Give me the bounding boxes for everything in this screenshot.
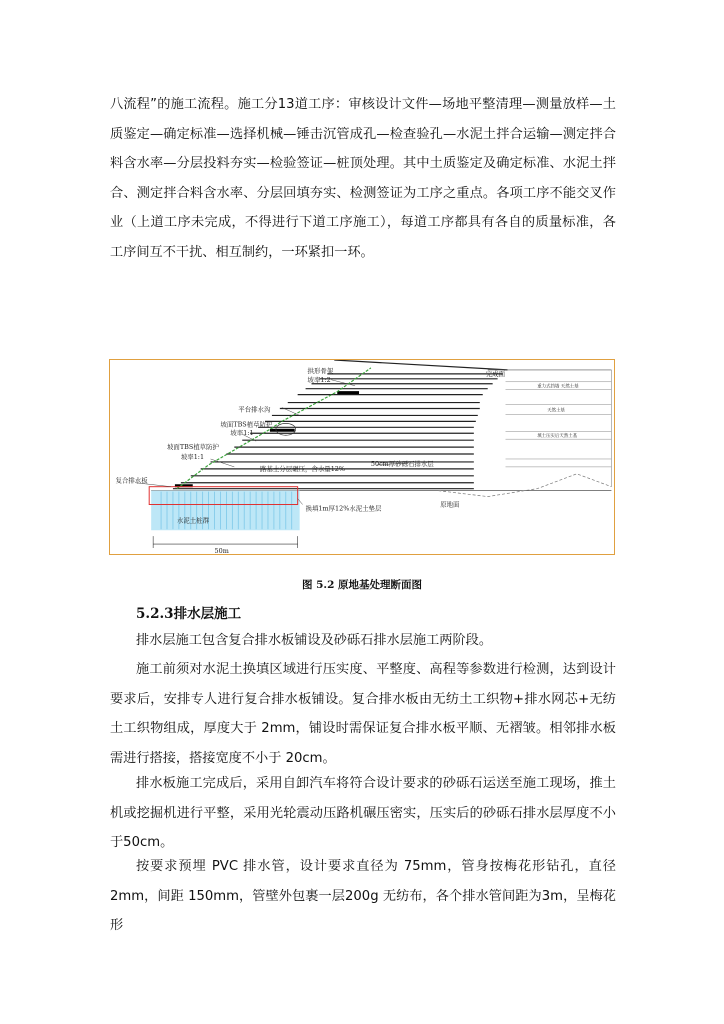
- label-finished-surface: 完成面: [485, 369, 505, 378]
- label-slope-top-ratio: 坡率1:2: [307, 375, 331, 384]
- label-slope-top: 拱形骨架: [307, 366, 334, 375]
- paragraph-pvc-pipe: 按要求预埋 PVC 排水管，设计要求直径为 75mm，管身按梅花形钻孔，直径2mm，间距 150mm，管壁外包裹一层200g 无纺布，各个排水管间距为3m，呈梅花形: [110, 859, 616, 934]
- cross-section-drawing: [110, 360, 614, 554]
- label-layer2: 天然土基: [547, 408, 565, 414]
- foundation-section-figure: [109, 359, 615, 555]
- section-number: 5.2.3: [136, 606, 174, 622]
- intro-paragraph: 八流程”的施工流程。施工分13道工序：审核设计文件—场地平整清理—测量放样—土质鉴定—确定标准—选择机械—锤击沉管成孔—检查验孔—水泥土拌合运输—测定拌合料含水率—分层投料夯实—检验签证—桩顶处理。其中土质鉴定及确定标准、水泥土拌合、测定拌合料含水率、分层回填夯实、检测签证为工序之重点。各项工序不能交叉作业（上道工序未完成，不得进行下道工序施工），每道工序都具有各自的质量标准，各工序间互不干扰、相互制约，一环紧扣一环。: [110, 97, 616, 260]
- label-pile-area: 水泥土桩群: [176, 516, 210, 525]
- label-replace-layer: 换填1m厚12%水泥土垫层: [305, 504, 382, 513]
- label-layer3: 填土压实后天然土基: [537, 434, 578, 440]
- section-title: 排水层施工: [173, 606, 242, 622]
- label-lower-tbs: 坡面TBS植草防护: [167, 443, 219, 452]
- original-ground-line: [438, 474, 611, 497]
- label-layer1: 重力式挡墙 天然土基: [537, 384, 579, 390]
- paragraph-drain-board: 施工前须对水泥土换填区域进行压实度、平整度、高程等参数进行检测，达到设计要求后，安排专人进行复合排水板铺设。复合排水板由无纺土工织物+排水网芯+无纺土工织物组成，厚度大于 2mm，铺设时需保证复合排水板平顺、无褶皱。相邻排水板需进行搭接，搭接宽度不小于 20cm。: [110, 662, 616, 766]
- label-original-ground: 原地面: [440, 500, 460, 509]
- paragraph-gravel-layer: 排水板施工完成后，采用自卸汽车将符合设计要求的砂砾石运送至施工现场，推土机或挖掘机进行平整，采用光轮震动压路机碾压密实，压实后的砂砾石排水层厚度不小于50cm。: [110, 776, 616, 851]
- figure-caption: 图 5.2 原地基处理断面图: [301, 579, 423, 591]
- label-gravel: 50cm厚砂砾石排水层: [370, 459, 434, 468]
- paragraph-drain-phases: 排水层施工包含复合排水板铺设及砂砾石排水层施工两阶段。: [136, 633, 493, 648]
- label-slope-tbs: 坡面TBS植草防护: [220, 420, 273, 429]
- label-lower-tbs-ratio: 坡率1:1: [180, 452, 205, 461]
- section-heading: [136, 602, 241, 622]
- pile-area: [151, 491, 299, 531]
- label-platform-drain: 平台排水沟: [238, 405, 271, 414]
- label-fill-layers: 路基土分层碾压，含水量12%: [260, 464, 345, 473]
- layer-annotation-lines: [506, 382, 612, 467]
- label-drain-board: 复合排水板: [115, 476, 148, 485]
- label-slope-tbs-ratio: 坡率1:1: [230, 429, 254, 438]
- label-width: 50m: [214, 547, 229, 554]
